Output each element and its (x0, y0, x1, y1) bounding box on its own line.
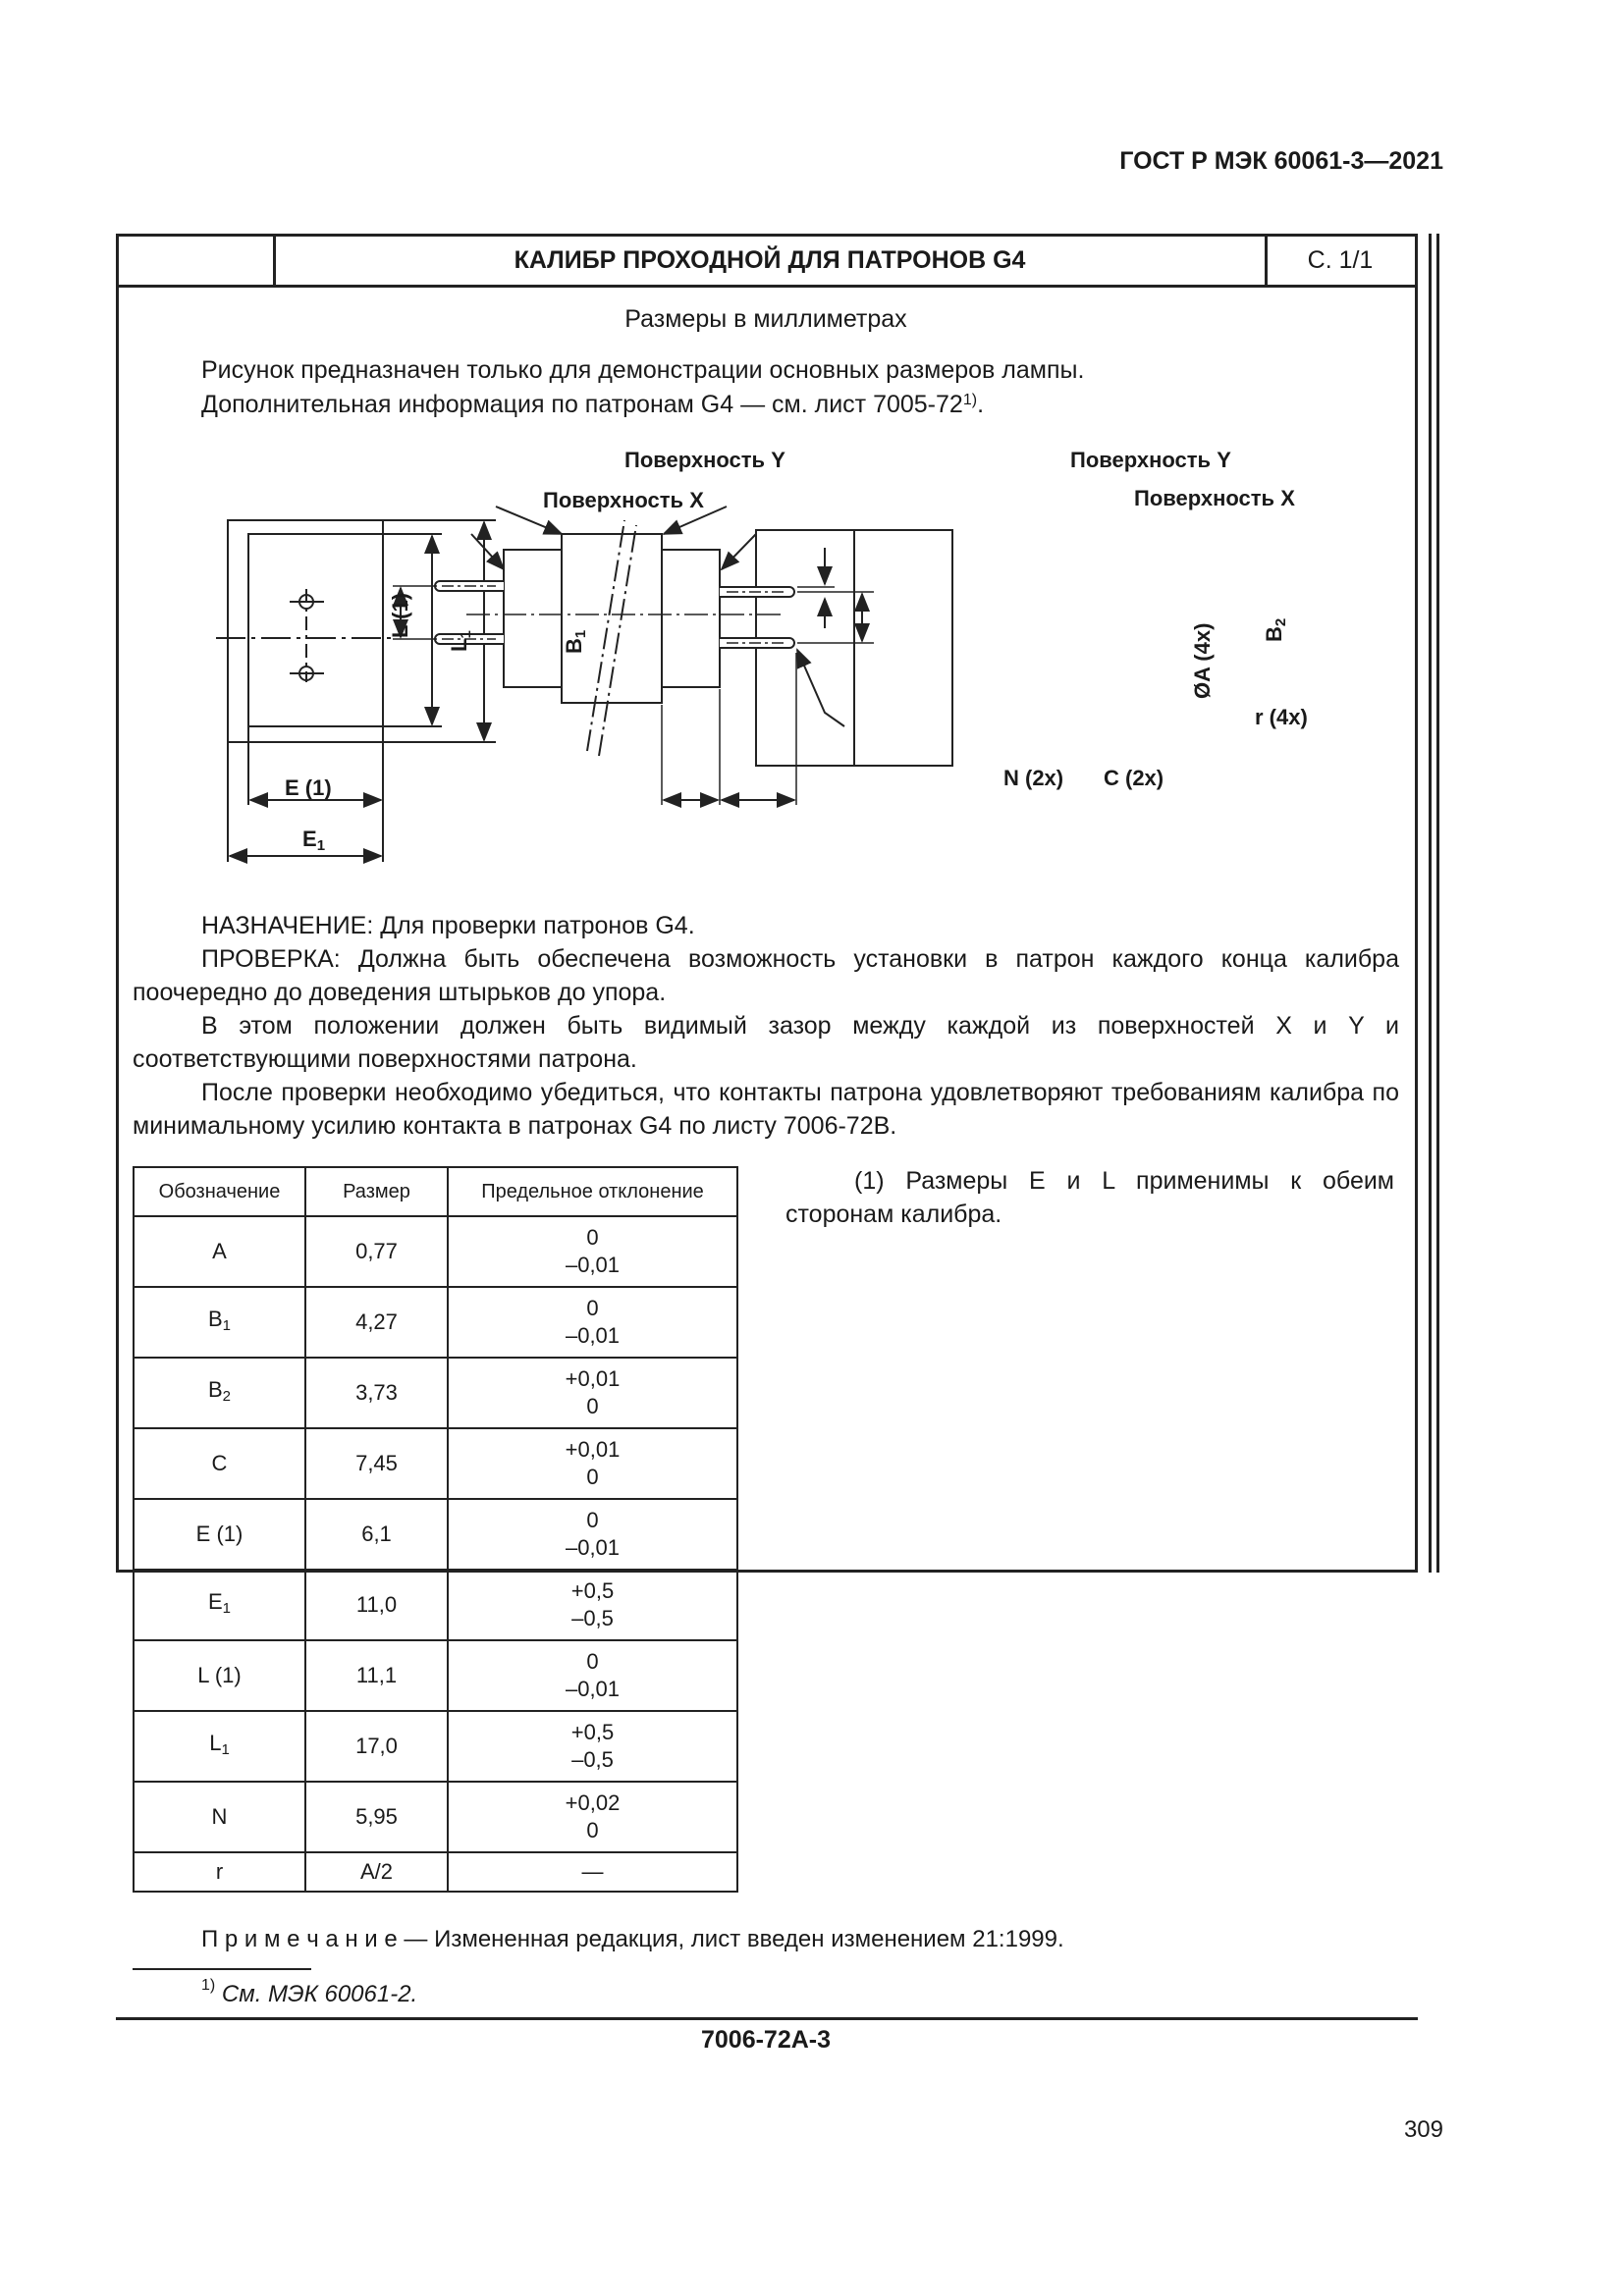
cell-symbol: $B_1$ (134, 1287, 305, 1358)
cell-tolerance: — (448, 1852, 737, 1892)
col-header: Размер (305, 1167, 448, 1216)
table-row (134, 1216, 737, 1287)
label-e1: $E_1$ (302, 827, 326, 854)
cell-size: 17,0 (305, 1711, 448, 1782)
cell-tolerance: 0 –0,01 (448, 1640, 737, 1711)
purpose-para: НАЗНАЧЕНИЕ: Для проверки патронов G4. (201, 912, 695, 939)
table-row (134, 1782, 737, 1852)
label-surface-y-right: Поверхность Y (1070, 448, 1231, 472)
table-row (134, 1287, 737, 1358)
table-row (134, 1499, 737, 1570)
label-e-paren: E (1) (285, 775, 332, 800)
after-para: После проверки необходимо убедиться, что контакты патрона удовлетворяют требованиям калибра по минимальному усилию контакта в патронах G4 по листу 7006-72В. (133, 1079, 1399, 1140)
gauge-outline (228, 520, 383, 742)
cell-tolerance: +0,01 0 (448, 1358, 737, 1428)
cell-size: 7,45 (305, 1428, 448, 1499)
table-row (134, 1711, 737, 1782)
label-b2: $B_2$ (1262, 617, 1289, 642)
cell-symbol: r (134, 1852, 305, 1892)
label-b1: $B_1$ (562, 629, 589, 654)
cell-size: 0,77 (305, 1216, 448, 1287)
gauge-profile (435, 520, 794, 756)
cell-size: A/2 (305, 1852, 448, 1892)
cell-size: 6,1 (305, 1499, 448, 1570)
table-row (134, 1358, 737, 1428)
note: П р и м е ч а н и е — Измененная редакция, лист введен изменением 21:1999. (201, 1926, 1064, 1952)
intro-line-2: Дополнительная информация по патронам G4 — см. лист 7005-72$^{1)}$. (201, 391, 985, 418)
col-header: Обозначение (134, 1167, 305, 1216)
margin-rule (1429, 234, 1432, 1573)
label-c: C (2x) (1104, 766, 1164, 790)
cell-tolerance: +0,5 –0,5 (448, 1711, 737, 1782)
label-l1: $L_1$ (447, 630, 474, 652)
cell-tolerance: 0 –0,01 (448, 1287, 737, 1358)
cell-symbol: L (1) (134, 1640, 305, 1711)
cell-symbol: N (134, 1782, 305, 1852)
position-para: В этом положении должен быть видимый зазор между каждой из поверхностей X и Y и соответствующими поверхностями патрона. (133, 1012, 1399, 1073)
units-note: Размеры в миллиметрах (624, 305, 907, 333)
cell-size: 4,27 (305, 1287, 448, 1358)
table-row (134, 1570, 737, 1640)
cell-size: 11,1 (305, 1640, 448, 1711)
gauge-face (248, 534, 383, 726)
title-rule (116, 285, 1418, 288)
footnote-rule (133, 1968, 311, 1970)
label-n: N (2x) (1003, 766, 1064, 790)
standard-header: ГОСТ Р МЭК 60061-3—2021 (1119, 147, 1443, 175)
table-row (134, 1428, 737, 1499)
margin-rule (1436, 234, 1439, 1573)
label-surface-x-left: Поверхность X (543, 488, 704, 512)
cell-tolerance: 0 –0,01 (448, 1499, 737, 1570)
label-l-paren: L (1) (388, 592, 412, 638)
footnote: $^{1)}$ См. МЭК 60061-2. (201, 1977, 418, 2007)
sheet-code: 7006-72A-3 (700, 2025, 832, 2054)
page-number: 309 (1403, 2116, 1443, 2143)
cell-tolerance: +0,5 –0,5 (448, 1570, 737, 1640)
cell-symbol: $B_2$ (134, 1358, 305, 1428)
sheet-title: КАЛИБР ПРОХОДНОЙ ДЛЯ ПАТРОНОВ G4 (514, 245, 1026, 274)
label-surface-x-right: Поверхность X (1134, 486, 1295, 510)
table-row (134, 1640, 737, 1711)
check-para: ПРОВЕРКА: Должна быть обеспечена возможность установки в патрон каждого конца калибра поочередно до доведения штырьков до упора. (133, 945, 1399, 1006)
cell-symbol: $E_1$ (134, 1570, 305, 1640)
side-note: (1) Размеры E и L применимы к обеим сторонам калибра. (785, 1167, 1394, 1228)
cell-size: 5,95 (305, 1782, 448, 1852)
cell-symbol: A (134, 1216, 305, 1287)
cell-tolerance: +0,02 0 (448, 1782, 737, 1852)
cell-tolerance: +0,01 0 (448, 1428, 737, 1499)
dimensions-table (133, 1166, 738, 1893)
sheet-page: С. 1/1 (1307, 245, 1374, 274)
label-surface-y-left: Поверхность Y (624, 448, 785, 472)
label-radius: r (4x) (1255, 705, 1308, 729)
cell-tolerance: 0 –0,01 (448, 1216, 737, 1287)
intro-line-1: Рисунок предназначен только для демонстрации основных размеров лампы. (201, 356, 1085, 384)
cell-symbol: C (134, 1428, 305, 1499)
footnote-ref: 1) (962, 392, 978, 408)
col-header: Предельное отклонение (448, 1167, 737, 1216)
table-row (134, 1852, 737, 1892)
cell-size: 3,73 (305, 1358, 448, 1428)
label-diameter: ØA (4x) (1190, 622, 1215, 699)
cell-symbol: $L_1$ (134, 1711, 305, 1782)
cell-size: 11,0 (305, 1570, 448, 1640)
cell-symbol: E (1) (134, 1499, 305, 1570)
body-text (133, 909, 1399, 1143)
